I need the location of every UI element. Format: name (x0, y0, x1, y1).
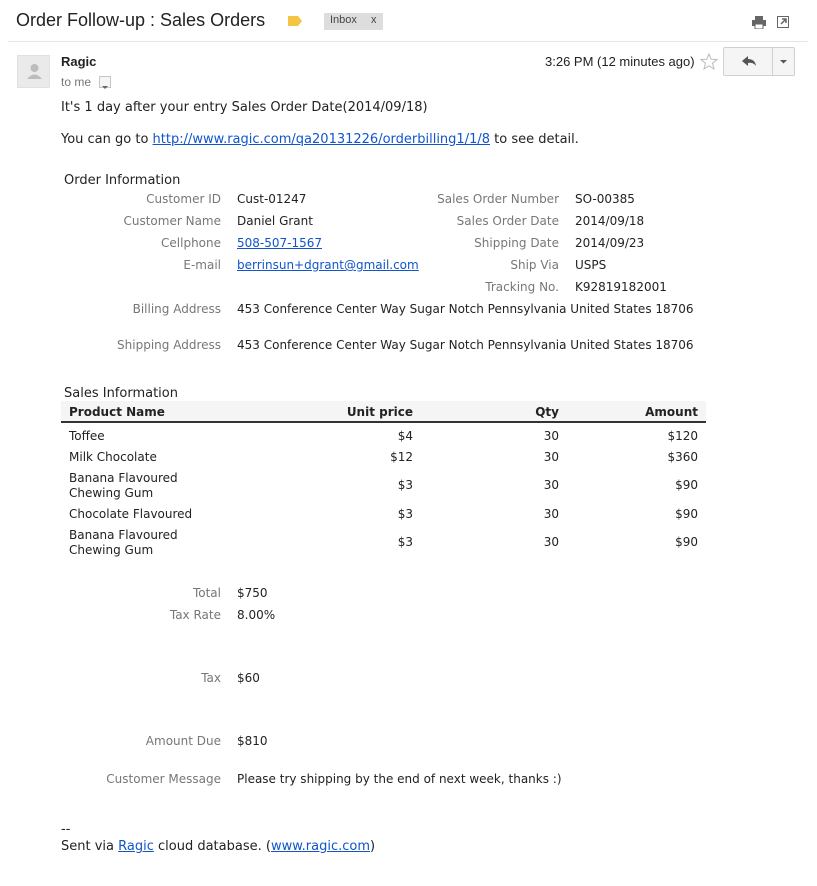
ship-via-value: USPS (575, 258, 607, 272)
tax-rate-label: Tax Rate (169, 608, 221, 622)
recipient-line: to me (61, 75, 92, 89)
table-row-price: $3 (397, 478, 413, 492)
table-row-price: $3 (397, 507, 413, 521)
total-value: $750 (237, 586, 268, 600)
body-line-1: It's 1 day after your entry Sales Order Date(2014/09/18) (61, 100, 428, 115)
table-row-qty: 30 (543, 450, 559, 464)
billing-address-value: 453 Conference Center Way Sugar Notch Pennsylvania United States 18706 (237, 302, 694, 316)
footer-middle: cloud database. ( (153, 839, 271, 854)
table-row-qty: 30 (543, 507, 559, 521)
customer-message-value: Please try shipping by the end of next week, thanks :) (237, 772, 562, 786)
table-row-product: Banana Flavoured Chewing Gum (69, 528, 178, 557)
table-row-amount: $90 (675, 535, 698, 549)
open-new-window-icon[interactable] (777, 16, 789, 28)
person-icon (18, 56, 51, 89)
email-label: E-mail (183, 258, 221, 272)
so-date-label: Sales Order Date (456, 214, 559, 228)
amount-due-value: $810 (237, 734, 268, 748)
order-info-title: Order Information (64, 173, 181, 188)
customer-message-label: Customer Message (106, 772, 221, 786)
body-line-2-suffix: to see detail. (490, 132, 579, 147)
shipping-address-label: Shipping Address (117, 338, 221, 352)
table-row-product: Chocolate Flavoured (69, 507, 193, 521)
ship-date-value: 2014/09/23 (575, 236, 645, 250)
chevron-down-icon (773, 48, 794, 75)
ship-via-label: Ship Via (510, 258, 559, 272)
inbox-label-text: Inbox (330, 14, 357, 26)
email-link[interactable]: berrinsun+dgrant@gmail.com (237, 258, 419, 272)
header-divider (8, 41, 808, 42)
reply-button[interactable] (723, 47, 773, 76)
table-row-amount: $90 (675, 507, 698, 521)
email-timestamp: 3:26 PM (12 minutes ago) (545, 54, 695, 69)
total-label: Total (192, 586, 221, 600)
tax-rate-value: 8.00% (237, 608, 276, 622)
table-row-price: $4 (397, 429, 413, 443)
footer-suffix: ) (370, 839, 376, 854)
so-number-label: Sales Order Number (437, 192, 559, 206)
sender-name[interactable]: Ragic (61, 54, 97, 69)
customer-name-value: Daniel Grant (237, 214, 313, 228)
ragic-site-link[interactable]: www.ragic.com (270, 839, 370, 854)
ship-date-label: Shipping Date (474, 236, 559, 250)
table-row-price: $12 (390, 450, 413, 464)
tracking-label: Tracking No. (485, 280, 559, 294)
sales-info-title: Sales Information (64, 386, 178, 401)
cellphone-link[interactable]: 508-507-1567 (237, 236, 323, 250)
customer-id-label: Customer ID (146, 192, 221, 206)
shipping-address-value: 453 Conference Center Way Sugar Notch Pennsylvania United States 18706 (237, 338, 694, 352)
cellphone-label: Cellphone (161, 236, 221, 250)
col-header-qty: Qty (535, 405, 559, 419)
detail-link[interactable]: http://www.ragic.com/qa20131226/orderbilling1/1/8 (152, 132, 491, 147)
table-row-product: Banana Flavoured Chewing Gum (69, 471, 178, 500)
billing-address-label: Billing Address (132, 302, 221, 316)
footer-line (61, 839, 375, 854)
signature-separator: -- (61, 822, 71, 837)
table-row-qty: 30 (543, 429, 559, 443)
table-row-qty: 30 (543, 535, 559, 549)
footer-prefix: Sent via (61, 839, 119, 854)
avatar[interactable] (17, 55, 50, 88)
inbox-label-badge[interactable] (324, 13, 383, 30)
reply-icon (724, 48, 772, 75)
col-header-amount: Amount (645, 405, 698, 419)
so-number-value: SO-00385 (575, 192, 635, 206)
tax-label: Tax (201, 671, 221, 685)
tracking-value: K92819182001 (575, 280, 667, 294)
tax-value: $60 (237, 671, 260, 685)
table-row-qty: 30 (543, 478, 559, 492)
chevron-down-icon (100, 82, 110, 92)
table-row-amount: $90 (675, 478, 698, 492)
col-header-product: Product Name (69, 405, 165, 419)
ragic-link[interactable]: Ragic (118, 839, 154, 854)
label-tag-icon[interactable] (288, 16, 302, 26)
table-row-product: Milk Chocolate (69, 450, 157, 464)
remove-label-button[interactable]: x (371, 14, 377, 26)
body-line-2-prefix: You can go to (61, 132, 153, 147)
col-header-unit-price: Unit price (346, 405, 413, 419)
customer-name-label: Customer Name (123, 214, 221, 228)
table-row-amount: $360 (667, 450, 698, 464)
so-date-value: 2014/09/18 (575, 214, 645, 228)
details-dropdown-button[interactable] (99, 76, 111, 88)
print-icon[interactable] (752, 16, 766, 29)
table-row-price: $3 (397, 535, 413, 549)
customer-id-value: Cust-01247 (237, 192, 307, 206)
amount-due-label: Amount Due (145, 734, 221, 748)
email-subject: Order Follow-up : Sales Orders (16, 10, 266, 30)
table-row-amount: $120 (667, 429, 698, 443)
more-options-button[interactable] (772, 47, 795, 76)
table-row-product: Toffee (69, 429, 105, 443)
star-icon[interactable] (700, 53, 718, 70)
body-line-2 (61, 132, 579, 147)
